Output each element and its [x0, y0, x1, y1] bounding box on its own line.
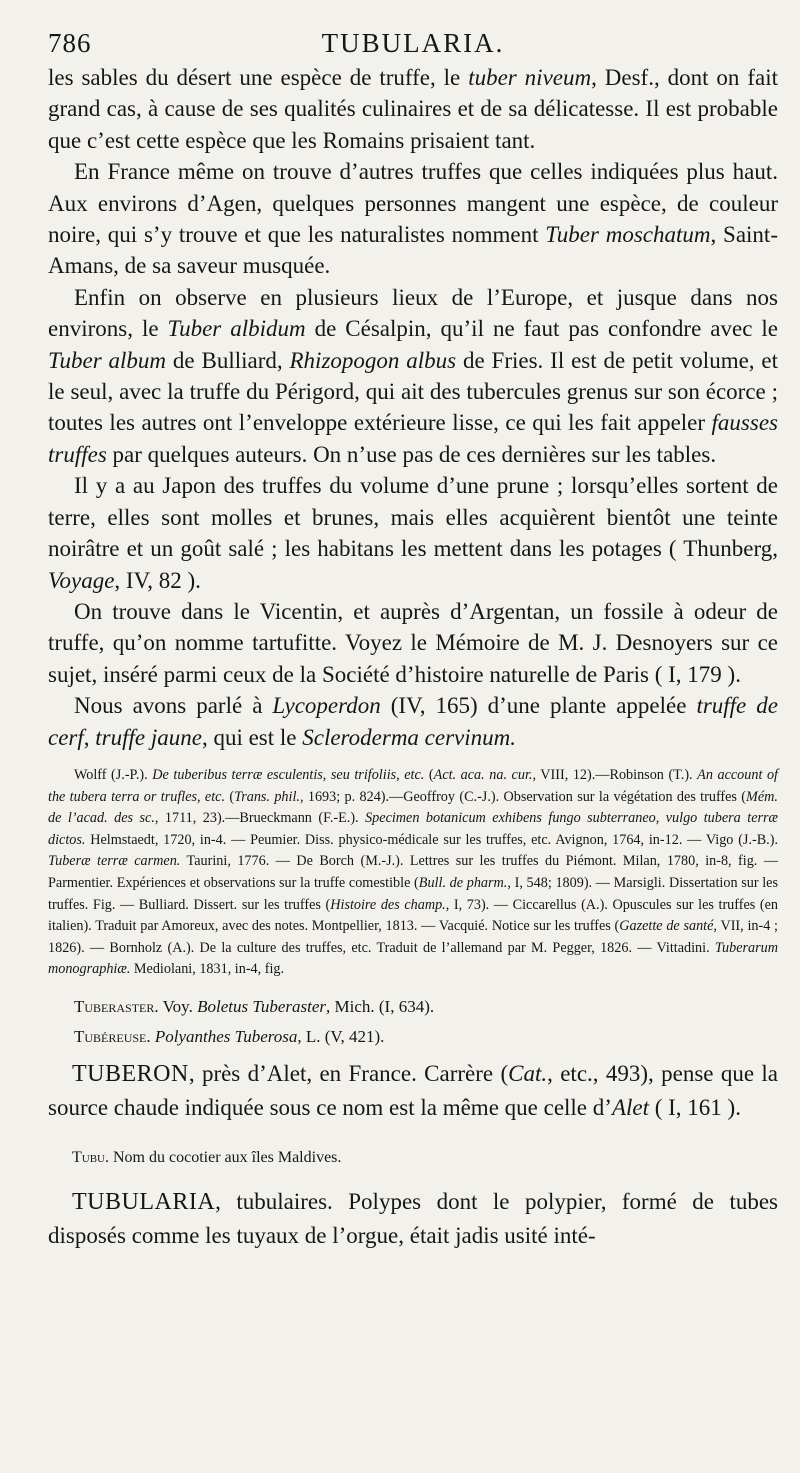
entry-headword: TUBERON — [72, 1061, 189, 1088]
text-run: En France même on trouve d’autres truffes que celles indiquées plus haut. Aux environs d’Agen, quelques personnes mangent une espèce, de couleur noire, qui s’y trouve et que les naturalistes nomment — [48, 159, 778, 248]
italic-text: Histoire des champ. — [330, 896, 446, 913]
page-number: 786 — [48, 28, 92, 58]
text-run: , I, 548; 1809). — Marsigli. Dissertation sur les truffes. Fig. — Bulliard. Dissert. sur les truffes ( — [48, 874, 779, 913]
entry-headword: Tuberaster — [74, 997, 155, 1017]
text-run: , VII, in-4 ; 1826). — Bornholz (A.). De la culture des truffes, etc. Traduit de l’allemand par M. Pegger, 1826. — Vittadini. — [48, 918, 778, 956]
paragraph — [48, 62, 778, 156]
italic-text: Mém. de l’acad. des sc. — [48, 788, 778, 827]
text-run: , VIII, 12).—Robinson (T.). — [532, 766, 698, 783]
italic-text: Tuberæ terræ carmen. — [48, 853, 181, 870]
paragraph — [48, 156, 778, 282]
text-run: , IV, 82 ). — [114, 567, 201, 593]
text-run: , Desf., dont on fait grand cas, à cause de ses qualités culinaires et de sa délicatesse. Il est probable que c’est cette espèce que les Romains prisaient tant. — [48, 65, 779, 153]
running-title: TUBULARIA. — [321, 28, 505, 58]
italic-text: Alet — [611, 1095, 649, 1121]
text-run: (IV, 165) d’une plante appelée — [380, 693, 697, 719]
text-run: , tubulaires. Polypes dont le polypier, formé de tubes disposés comme les tuyaux de l’orgue, était jadis usité inté- — [48, 1189, 778, 1249]
main-text — [48, 62, 778, 753]
italic-text: Gazette de santé — [619, 918, 714, 935]
text-run: . Voy. — [154, 997, 198, 1017]
text-run: ( — [424, 766, 434, 783]
text-run: de Fries. Il est de petit volume, et le seul, avec la truffe du Périgord, qui ait des tubercules grenus sur son écorce ; toutes les autres ont l’enveloppe extérieure lisse, ce qui les fait appeler — [48, 347, 779, 436]
text-run: , qui est le — [201, 724, 303, 750]
entry-headword: Tubu — [72, 1149, 105, 1167]
italic-text: tuber niveum — [468, 65, 592, 90]
paragraph — [48, 470, 778, 596]
text-run: Nous avons parlé à — [74, 693, 273, 719]
italic-text: Tuber album — [48, 347, 167, 373]
text-run: Mediolani, 1831, in-4, fig. — [130, 961, 285, 978]
italic-text: Lycoperdon — [272, 693, 381, 719]
entry-tubu — [48, 1147, 778, 1169]
entry-tuberon — [48, 1057, 778, 1124]
italic-text: fausses truffes — [48, 410, 778, 467]
bibliography — [48, 765, 778, 981]
text-run: , 1711, 23).—Brueckmann (F.-E.). — [154, 810, 366, 827]
text-run: Helmstaedt, 1720, in-4. — Peumier. Diss. physico-médicale sur les truffes, etc. Avignon, 1764, in-12. — Vigo (J.-B.). — [85, 831, 778, 848]
text-run: de Césalpin, qu’il ne faut pas confondre avec le — [305, 316, 778, 342]
page-header — [48, 22, 778, 62]
italic-text: truffe jaune — [95, 724, 202, 750]
paragraph — [48, 690, 778, 753]
text-run: Wolff (J.-P.). — [74, 766, 153, 783]
italic-text: An account of the tubera terra or trufles, etc. — [48, 766, 778, 805]
entry-headword: Tubéreuse — [74, 1027, 147, 1047]
text-run: , — [83, 724, 96, 750]
text-run: par quelques auteurs. On n’use pas de ces dernières sur les tables. — [106, 441, 717, 467]
paragraph — [48, 282, 778, 470]
italic-text: De tuberibus terræ esculentis, seu trifoliis, etc. — [152, 766, 425, 783]
text-run: Taurini, 1776. — De Borch (M.-J.). Lettres sur les truffes du Piémont. Milan, 1780, in-8, fig. — Parmentier. Expériences et observations sur la truffe comestible ( — [48, 853, 779, 891]
entry-tubularia — [48, 1185, 778, 1252]
text-run: , etc., 493), pense que la source chaude indiquée sous ce nom est la même que celle d’ — [48, 1061, 778, 1121]
entry-headword: TUBULARIA — [72, 1189, 216, 1216]
text-run: , I, 73). — Ciccarellus (A.). Opuscules sur les truffes (en italien). Traduit par Amoreux, avec des notes. Montpellier, 1813. — Vacquié. Notice sur les truffes ( — [48, 896, 778, 935]
italic-text: Trans. phil. — [234, 788, 300, 805]
text-run: , L. (V, 421). — [297, 1027, 385, 1047]
paragraph — [48, 596, 778, 690]
italic-text: truffe de cerf — [48, 693, 778, 750]
text-run: . Nom du cocotier aux îles Maldives. — [105, 1149, 342, 1167]
italic-text: Tuber albidum — [167, 316, 306, 342]
italic-text: Cat. — [508, 1061, 548, 1087]
text-run: Enfin on observe en plusieurs lieux de l’Europe, et jusque dans nos environs, le — [48, 284, 778, 342]
italic-text: Rhizopogon albus — [289, 347, 457, 373]
italic-text: Tuberarum monographiæ. — [48, 939, 778, 978]
text-run: les sables du désert une espèce de truffe, le — [48, 65, 469, 90]
entry-tubereuse — [48, 1025, 778, 1049]
italic-text: Polyanthes Tuberosa — [154, 1027, 298, 1047]
italic-text: Scleroderma cervinum. — [302, 724, 516, 750]
text-run: , près d’Alet, en France. Carrère ( — [188, 1061, 509, 1087]
italic-text: Tuber moschatum — [545, 222, 711, 248]
text-run: , Mich. (I, 634). — [326, 997, 435, 1017]
text-run: On trouve dans le Vicentin, et auprès d’Argentan, un fossile à odeur de truffe, qu’on nomme tartufitte. Voyez le Mémoire de M. J. Desnoyers sur ce sujet, inséré parmi ceux de la Société d’histoire naturelle de Paris ( I, 179 ). — [48, 598, 778, 687]
italic-text: Boletus Tuberaster — [197, 997, 327, 1017]
text-run: ( — [225, 788, 235, 805]
italic-text: Act. aca. na. cur. — [433, 766, 533, 783]
text-run: Il y a au Japon des truffes du volume d’une prune ; lorsqu’elles sortent de terre, elles sont molles et brunes, mais elles acquièrent bientôt une teinte noirâtre et un goût salé ; les habitans les mettent dans les potages ( Thunberg, — [48, 473, 778, 562]
text-run: . — [146, 1027, 155, 1047]
entry-tuberaster — [48, 995, 778, 1019]
italic-text: Bull. de pharm. — [418, 874, 508, 891]
text-run: , 1693; p. 824).—Geoffroy (C.-J.). Observation sur la végétation des truffes ( — [299, 788, 747, 805]
text-run: ( I, 161 ). — [648, 1095, 741, 1121]
text-run: , Saint-Amans, de sa saveur musquée. — [48, 222, 778, 279]
italic-text: Voyage — [48, 567, 115, 593]
italic-text: Specimen botanicum exhibens fungo subterraneo, vulgo tubera terræ dictos. — [48, 810, 778, 848]
text-run: de Bulliard, — [166, 347, 290, 373]
